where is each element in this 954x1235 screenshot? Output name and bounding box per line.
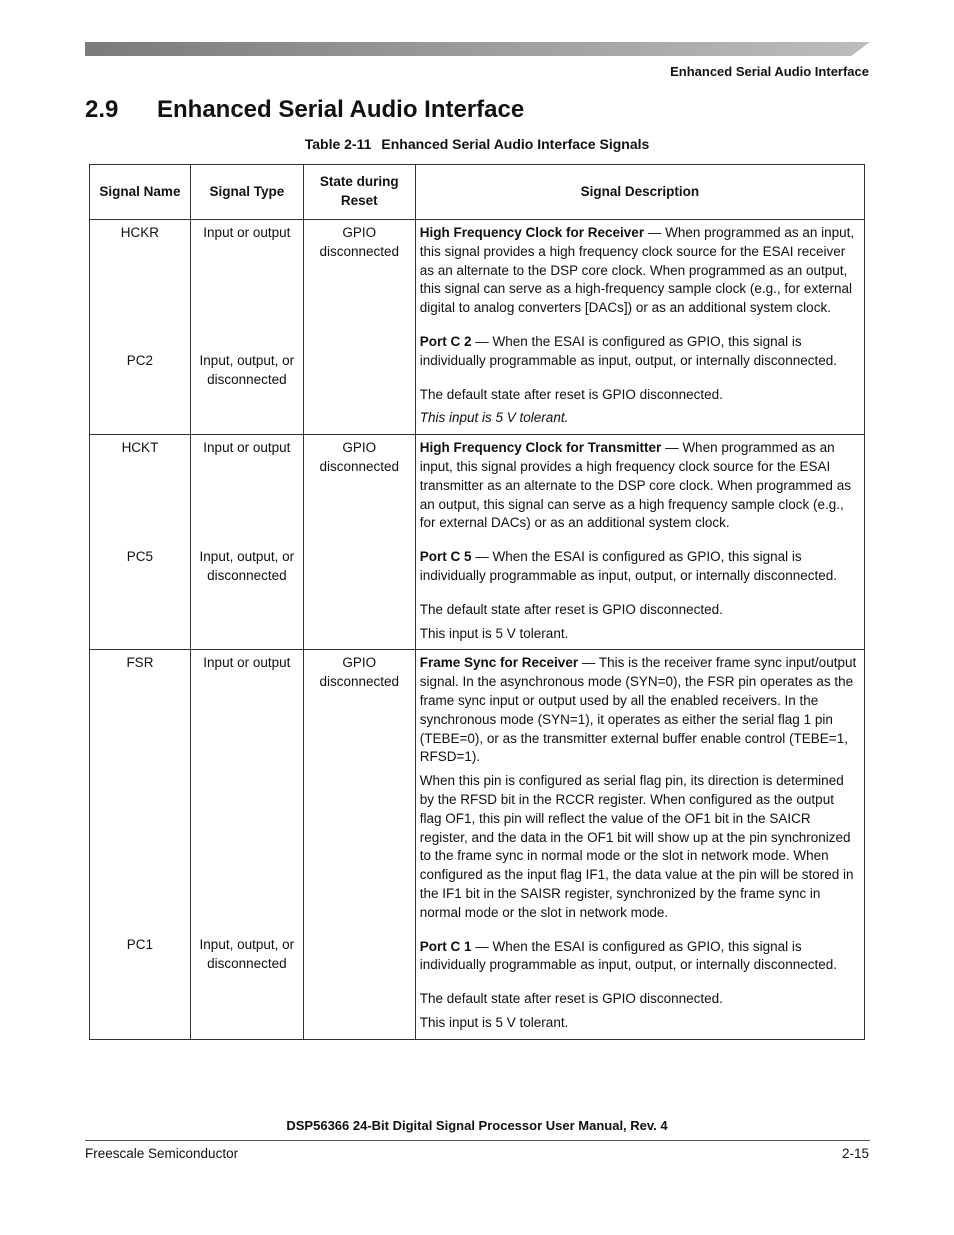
section-title: Enhanced Serial Audio Interface	[157, 96, 525, 123]
signals-table	[89, 164, 865, 1040]
header-bar	[85, 42, 870, 56]
column-header: State during Reset	[303, 165, 415, 220]
section-number: 2.9	[85, 96, 119, 123]
signal-name: PC5	[126, 548, 154, 564]
port-paragraph	[420, 548, 858, 586]
default-state-text: The default state after reset is GPIO disconnected.	[419, 386, 723, 402]
signal-name: PC1	[126, 937, 154, 953]
signal-type: Input, output, or disconnected	[199, 548, 295, 583]
tolerance-note: This input is 5 V tolerant.	[419, 625, 569, 641]
signal-type: Input, output, or disconnected	[199, 937, 295, 971]
signal-name-cell	[90, 650, 191, 1039]
table-header-row	[90, 165, 865, 220]
signal-description-cell	[415, 220, 864, 435]
signal-type-cell	[190, 435, 303, 650]
reset-state: GPIO disconnected	[319, 440, 400, 474]
running-header: Enhanced Serial Audio Interface	[670, 64, 869, 79]
port-paragraph	[420, 333, 858, 371]
signal-description-cell	[415, 650, 864, 1039]
column-header: Signal Description	[415, 165, 864, 220]
table-row	[90, 435, 865, 650]
signal-name: HCKT	[121, 440, 159, 456]
description-term: High Frequency Clock for Receiver	[419, 225, 645, 240]
port-term: Port C 1	[419, 938, 472, 954]
table-title: Enhanced Serial Audio Interface Signals	[381, 136, 650, 152]
reset-state: GPIO disconnected	[319, 225, 400, 259]
page-number: 2-15	[841, 1146, 869, 1161]
description-term: Frame Sync for Receiver	[419, 655, 579, 671]
tolerance-note: This input is 5 V tolerant.	[419, 1014, 569, 1030]
description-paragraph	[420, 439, 858, 533]
reset-state: GPIO disconnected	[319, 655, 400, 690]
default-state-text: The default state after reset is GPIO disconnected.	[419, 601, 723, 617]
signal-name-cell	[90, 220, 191, 435]
table-row	[90, 220, 865, 435]
column-header: Signal Type	[190, 165, 303, 220]
port-term: Port C 2	[419, 333, 472, 349]
port-text: — When the ESAI is configured as GPIO, this signal is individually programmable as input, output, or internally disconnected.	[419, 333, 837, 368]
table-row	[90, 650, 865, 1039]
table-caption	[0, 136, 954, 152]
signal-type: Input, output, or disconnected	[199, 352, 295, 387]
signal-description-cell	[415, 435, 864, 650]
signal-type-cell	[190, 220, 303, 435]
footer-company: Freescale Semiconductor	[85, 1146, 239, 1161]
description-text: — When programmed as an input, this signal provides a high frequency clock source for the ESAI transmitter as an alternate to the DSP core clock. When programmed as an output, this signal can serve as a high frequency sample clock (e.g., for external DACs) or as an additional system clock.	[419, 440, 851, 531]
description-term: High Frequency Clock for Transmitter	[419, 440, 662, 456]
signal-name: HCKR	[120, 225, 160, 240]
signal-type: Input or output	[203, 655, 291, 671]
description-paragraph	[420, 654, 858, 767]
tolerance-note: This input is 5 V tolerant.	[419, 410, 569, 426]
description-paragraph	[420, 224, 858, 318]
signal-type: Input or output	[203, 225, 291, 240]
signal-type: Input or output	[203, 440, 291, 456]
description-text: — This is the receiver frame sync input/output signal. In the asynchronous mode (SYN=0), the FSR pin operates as the frame sync input or output used by all the enabled receivers. In the synchronous mode (SYN=1), it operates as either the serial flag 1 pin (TEBE=0), or as the transmitter external buffer enable control (TEBE=1, RFSD=1).	[419, 655, 857, 765]
signal-name: FSR	[126, 655, 154, 671]
signal-name: PC2	[126, 352, 154, 368]
table-number: Table 2-11	[304, 136, 372, 152]
reset-state-cell	[303, 650, 415, 1039]
port-text: — When the ESAI is configured as GPIO, this signal is individually programmable as input, output, or internally disconnected.	[419, 549, 837, 583]
port-paragraph	[420, 938, 858, 976]
footer-manual-title: DSP56366 24-Bit Digital Signal Processor User Manual, Rev. 4	[286, 1118, 668, 1133]
port-text: — When the ESAI is configured as GPIO, this signal is individually programmable as input, output, or internally disconnected.	[419, 938, 837, 973]
section-heading	[85, 96, 524, 124]
column-header: Signal Name	[90, 165, 191, 220]
signal-name-cell	[90, 435, 191, 650]
default-state-text: The default state after reset is GPIO disconnected.	[419, 991, 723, 1007]
footer-divider	[85, 1140, 870, 1141]
description-text: — When programmed as an input, this signal provides a high frequency clock source for the ESAI receiver as an alternate to the DSP core clock. When programmed as an output, this signal can serve as a high-frequency sample clock (e.g., for external digital to analog converters [DACs]) or as an additional system clock.	[419, 225, 855, 316]
reset-state-cell	[303, 435, 415, 650]
signal-type-cell	[190, 650, 303, 1039]
reset-state-cell	[303, 220, 415, 435]
port-term: Port C 5	[419, 549, 472, 565]
description-extra: When this pin is configured as serial flag pin, its direction is determined by the RFSD bit in the RCCR register. When configured as the output flag OF1, this pin will reflect the value of the OF1 bit in the SAICR register, and the data in the OF1 bit will show up at the pin synchronized to the frame sync in normal mode or the slot in network mode. When configured as the input flag IF1, the data value at the pin will be stored in the IF1 bit in the SAISR register, synchronized by the frame sync in normal mode or the slot in network mode.	[419, 773, 854, 920]
